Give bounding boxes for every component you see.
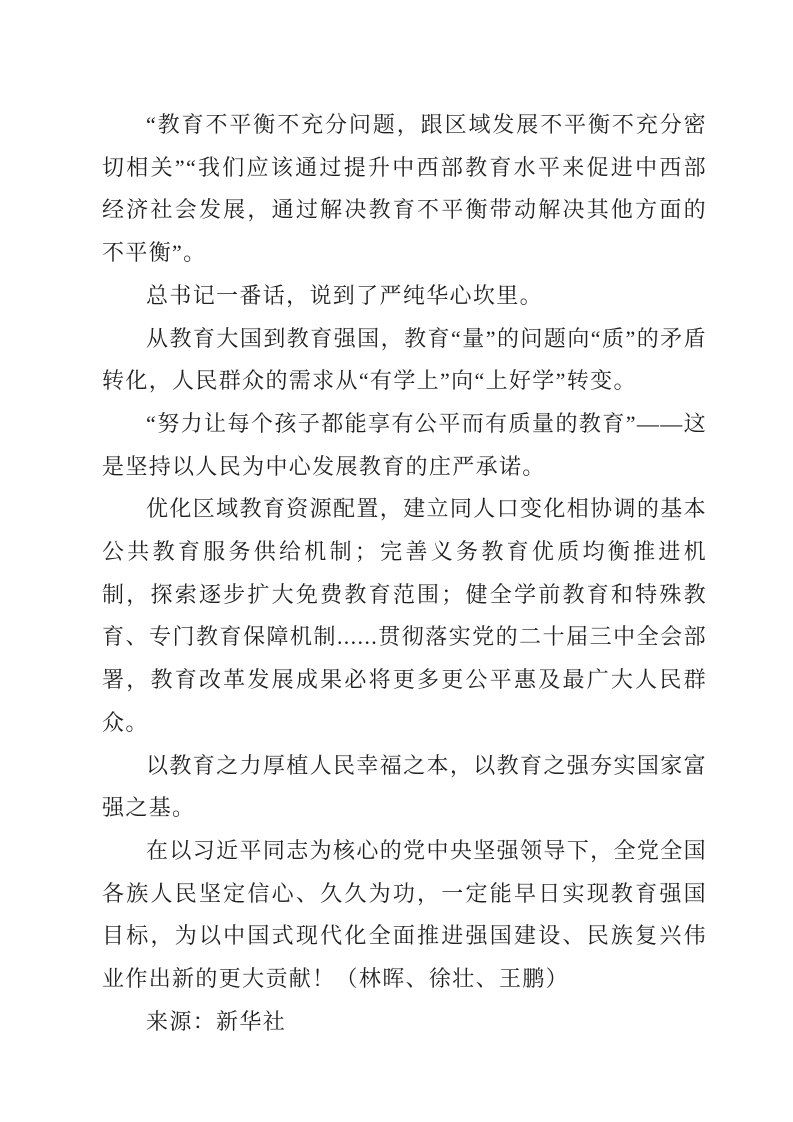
paragraph: “教育不平衡不充分问题，跟区域发展不平衡不充分密切相关”“我们应该通过提升中西部教育水平来促进中西部经济社会发展，通过解决教育不平衡带动解决其他方面的不平衡”。 — [102, 112, 707, 266]
paragraph: 总书记一番话，说到了严纯华心坎里。 — [146, 282, 543, 308]
paragraph: 从教育大国到教育强国，教育“量”的问题向“质”的矛盾转化，人民群众的需求从“有学上”向“上好学”转变。 — [102, 325, 707, 394]
document-body — [102, 104, 707, 1043]
paragraph-source: 来源：新华社 — [146, 1008, 287, 1034]
paragraph: 在以习近平同志为核心的党中央坚强领导下，全党全国各族人民坚定信心、久久为功，一定能早日实现教育强国目标，为以中国式现代化全面推进强国建设、民族复兴伟业作出新的更大贡献！（林晖、徐壮、王鹏） — [102, 837, 707, 992]
paragraph: 优化区域教育资源配置，建立同人口变化相协调的基本公共教育服务供给机制；完善义务教育优质均衡推进机制，探索逐步扩大免费教育范围；健全学前教育和特殊教育、专门教育保障机制......贯彻落实党的二十届三中全会部署，教育改革发展成果必将更多更公平惠及最广大人民群众。 — [102, 496, 707, 735]
paragraph: 以教育之力厚植人民幸福之本，以教育之强夯实国家富强之基。 — [102, 752, 707, 821]
paragraph: “努力让每个孩子都能享有公平而有质量的教育”——这是坚持以人民为中心发展教育的庄严承诺。 — [102, 410, 707, 479]
